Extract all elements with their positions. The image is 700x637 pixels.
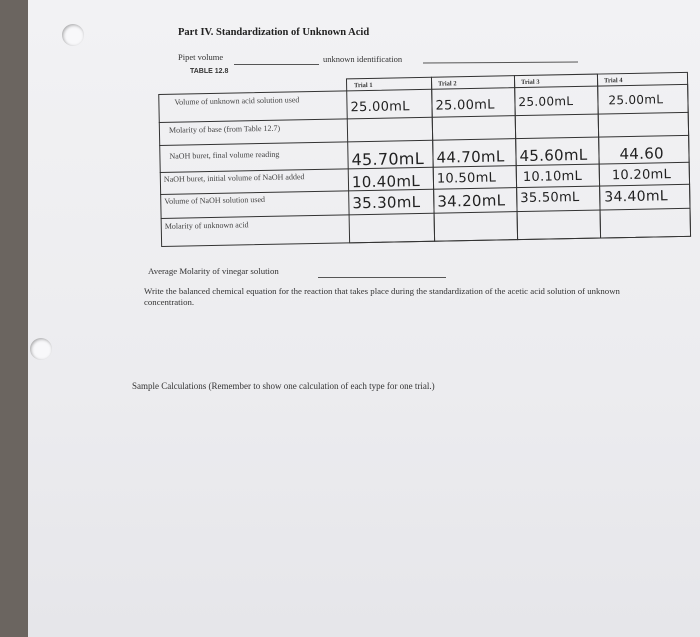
- punch-hole: [30, 338, 52, 360]
- part-title: Part IV. Standardization of Unknown Acid: [178, 27, 370, 38]
- handwritten-value: 10.50mL: [436, 170, 497, 187]
- trial-4-header: Trial 4: [603, 77, 623, 85]
- handwritten-value: 25.00mL: [518, 94, 574, 110]
- trial-2-header: Trial 2: [438, 80, 457, 88]
- handwritten-value: 25.00mL: [435, 97, 495, 114]
- handwritten-value: 10.40mL: [351, 171, 421, 192]
- row-label-base-molarity: Molarity of base (from Table 12.7): [168, 123, 281, 135]
- handwritten-value: 35.30mL: [352, 192, 421, 213]
- handwritten-value: 34.20mL: [437, 191, 506, 211]
- handwritten-value: 25.00mL: [350, 99, 410, 116]
- row-label-final-volume: NaOH buret, final volume reading: [169, 149, 280, 161]
- table-label: TABLE 12.8: [190, 68, 229, 75]
- sample-calculations-heading: Sample Calculations (Remember to show one calculation of each type for one trial.): [132, 381, 435, 391]
- unknown-id-label: unknown identification: [323, 54, 403, 64]
- handwritten-value: 25.00mL: [608, 92, 664, 108]
- row-label-naoh-used: Volume of NaOH solution used: [164, 194, 266, 206]
- data-table: [158, 72, 691, 247]
- row-label-acid-molarity: Molarity of unknown acid: [164, 220, 249, 231]
- pipet-volume-blank: [234, 64, 319, 65]
- average-molarity-label: Average Molarity of vinegar solution: [148, 266, 279, 276]
- handwritten-value: 44.70mL: [436, 147, 505, 167]
- handwritten-value: 10.20mL: [611, 167, 672, 184]
- handwritten-value: 10.10mL: [522, 168, 583, 186]
- handwritten-value: 45.60mL: [519, 145, 588, 166]
- worksheet-page: [28, 0, 700, 637]
- unknown-id-blank: [423, 61, 578, 63]
- equation-prompt: Write the balanced chemical equation for the reaction that takes place during the standardization of the acetic acid solution of unknown concentration.: [144, 286, 620, 307]
- handwritten-value: 44.60: [619, 144, 665, 164]
- row-label-initial-volume: NaOH buret, initial volume of NaOH added: [163, 172, 305, 184]
- handwritten-value: 35.50mL: [520, 189, 580, 207]
- punch-hole: [62, 24, 84, 46]
- row-label-acid-volume: Volume of unknown acid solution used: [174, 95, 300, 107]
- trial-3-header: Trial 3: [521, 78, 540, 87]
- trial-1-header: Trial 1: [354, 81, 373, 90]
- pipet-volume-label: Pipet volume: [178, 52, 224, 62]
- handwritten-value: 45.70mL: [351, 148, 425, 170]
- average-molarity-blank: [318, 277, 446, 278]
- handwritten-value: 34.40mL: [604, 188, 669, 206]
